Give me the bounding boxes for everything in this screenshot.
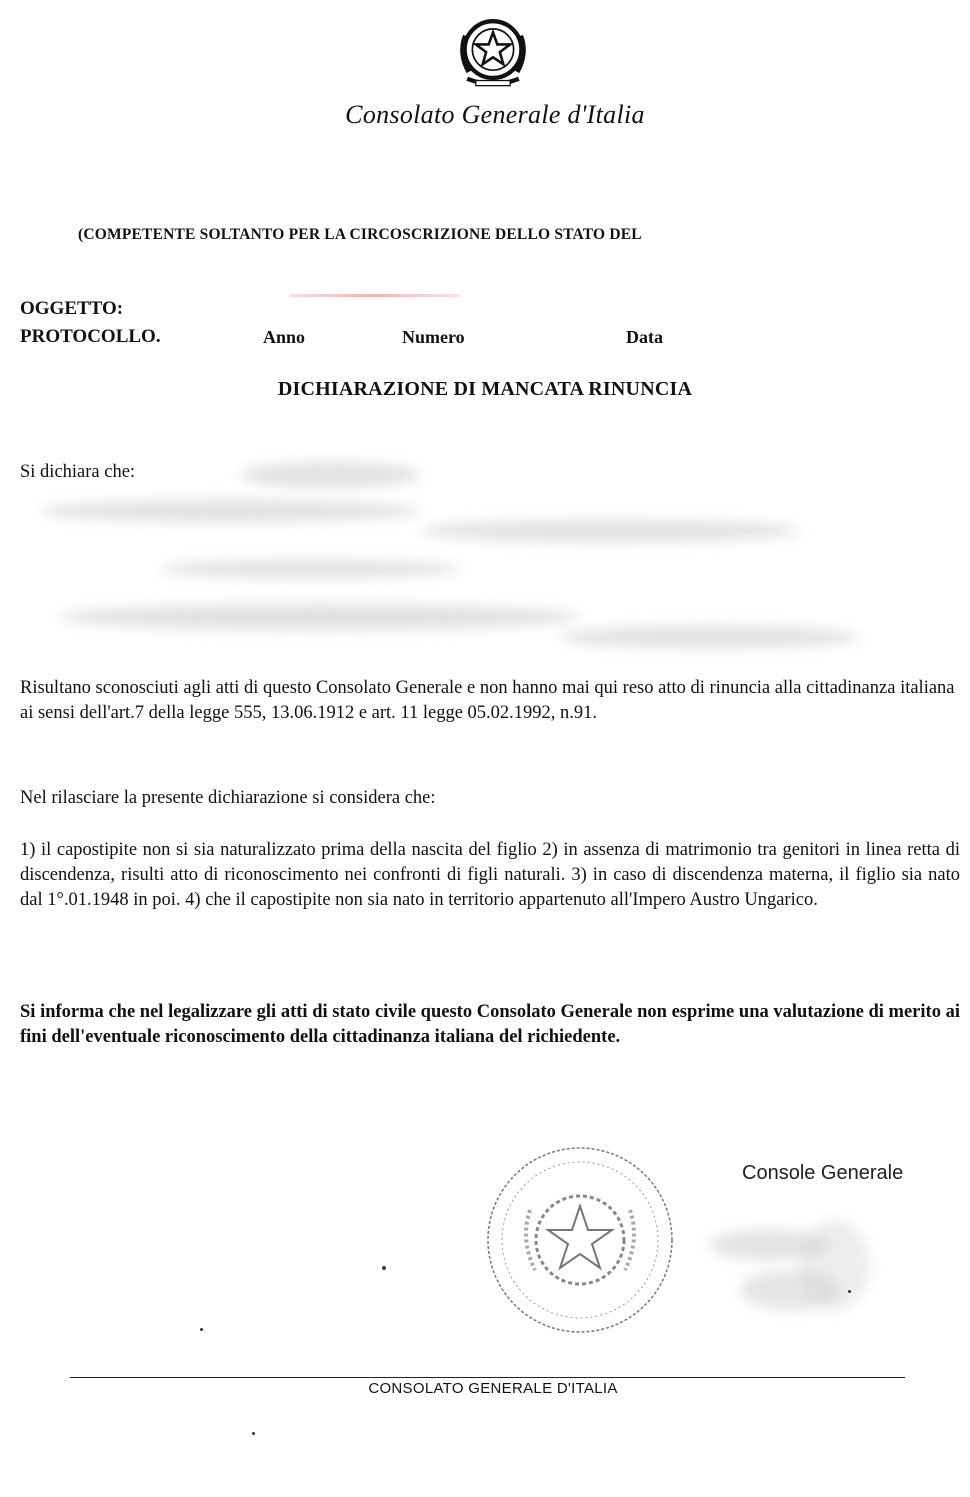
conditions-text: 1) il capostipite non si sia naturalizzato prima della nascita del figlio 2) in assenza di matrimonio tra genitori in linea retta di discendenza, risulti atto di riconoscimento nei confronti di figli naturali. 3) in caso di discendenza materna, il figlio sia nato dal 1°.01.1948 in poi. 4) che il capostipite non sia nato in territorio appartenuto all'Impero Austro Ungarico. — [20, 840, 960, 910]
italian-republic-emblem-icon — [450, 10, 536, 96]
considerations-intro: Nel rilasciare la presente dichiarazione si considera che: — [20, 788, 436, 808]
signatory-role: Console Generale — [742, 1162, 904, 1184]
numero-label: Numero — [402, 327, 465, 347]
protocollo-label: PROTOCOLLO. — [20, 326, 161, 347]
footer-divider — [70, 1377, 905, 1378]
consular-seal-stamp-icon — [480, 1140, 680, 1340]
footer-text: CONSOLATO GENERALE D'ITALIA — [368, 1380, 618, 1397]
jurisdiction-note: (COMPETENTE SOLTANTO PER LA CIRCOSCRIZIONE DELLO STATO DEL — [78, 226, 642, 243]
anno-label: Anno — [263, 327, 306, 347]
redacted-subject — [290, 294, 460, 297]
statement-text: Risultano sconosciuti agli atti di questo Consolato Generale e non hanno mai qui reso atto di rinuncia alla cittadinanza italiana ai sensi dell'art.7 della legge 555, 13.06.1912 e art. 11 legge 05.02.1992, n.91. — [20, 678, 955, 723]
oggetto-label: OGGETTO: — [20, 298, 124, 319]
intro-text: Si dichiara che: — [20, 462, 136, 482]
document-title: DICHIARAZIONE DI MANCATA RINUNCIA — [277, 378, 693, 400]
consulate-title: Consolato Generale d'Italia — [345, 100, 645, 129]
data-label: Data — [626, 327, 663, 347]
signature-redacted — [700, 1210, 870, 1340]
legal-notice: Si informa che nel legalizzare gli atti di stato civile questo Consolato Generale non esprime una valutazione di merito ai fini dell'eventuale riconoscimento della cittadinanza italiana del richiedente. — [20, 1002, 960, 1047]
